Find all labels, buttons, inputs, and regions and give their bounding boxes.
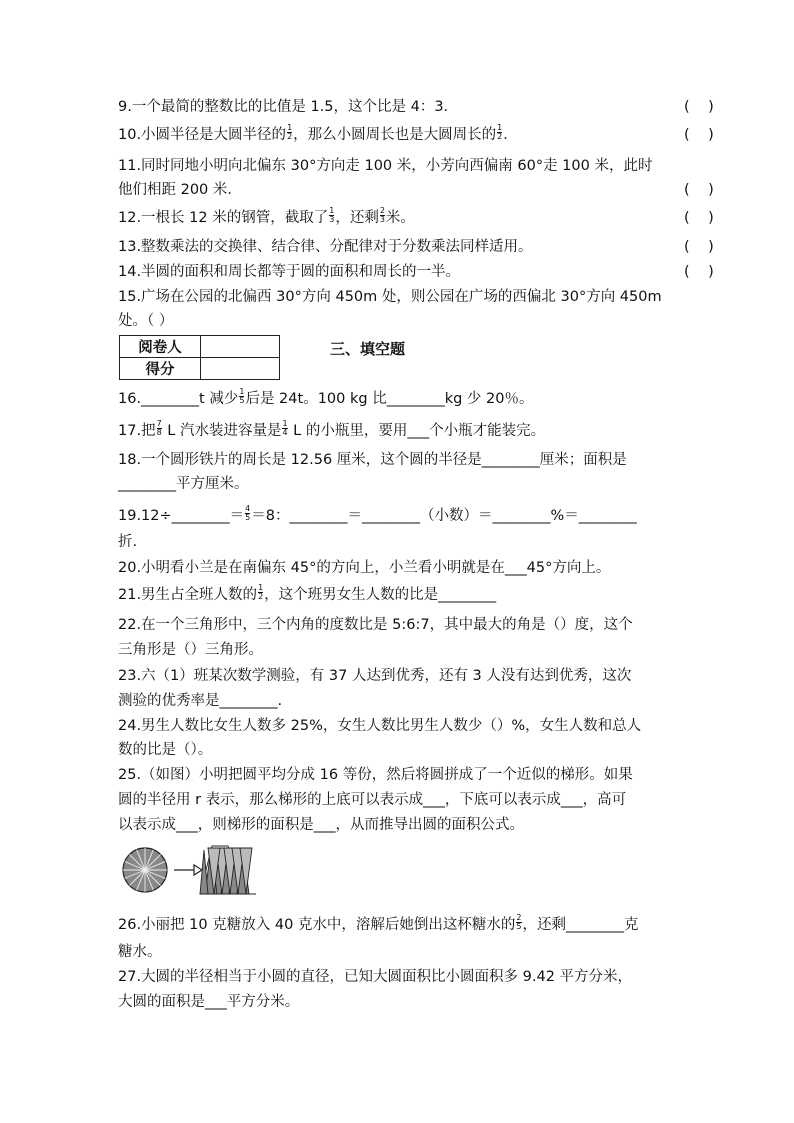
numerator: 4 xyxy=(245,503,251,513)
question-19 xyxy=(118,503,637,526)
fraction xyxy=(239,388,244,405)
denominator: 2 xyxy=(497,131,503,141)
score-cell[interactable] xyxy=(201,358,280,380)
q10-part-c: ． xyxy=(503,127,518,143)
question-27-line-1: 27.大圆的半径相当于小圆的直径，已知大圆面积比小圆面积多 9.42 平方分米， xyxy=(118,969,633,985)
question-13: 13.整数乘法的交换律、结合律、分配律对于分数乘法同样适用。 xyxy=(118,239,533,255)
question-19-line-2: 折. xyxy=(118,534,138,550)
question-25-line-2: 圆的半径用 r 表示，那么梯形的上底可以表示成___，下底可以表示成___，高可 xyxy=(118,792,627,808)
numerator: 1 xyxy=(282,418,288,428)
numerator: 7 xyxy=(156,418,162,428)
question-26-line-2: 糖水。 xyxy=(118,944,162,960)
question-26 xyxy=(118,912,639,935)
question-27-line-2: 大圆的面积是___平方分米。 xyxy=(118,994,300,1010)
question-18-line-2: ________平方厘米。 xyxy=(118,476,249,492)
question-23-line-1: 23.六（1）班某次数学测验，有 37 人达到优秀，还有 3 人没有达到优秀，这次 xyxy=(118,668,632,684)
fraction xyxy=(329,207,334,224)
answer-paren-12[interactable]: ( ) xyxy=(684,210,714,226)
question-12 xyxy=(118,205,415,228)
question-17 xyxy=(118,418,546,441)
answer-paren-14[interactable]: ( ) xyxy=(684,264,714,280)
q12-part-c: 米。 xyxy=(385,210,415,226)
q17-part-b: L 汽水装进容量是 xyxy=(162,423,282,439)
answer-paren-11[interactable]: ( ) xyxy=(684,182,714,198)
q10-part-b: ，那么小圆周长也是大圆周长的 xyxy=(293,127,497,143)
question-24-line-1: 24.男生人数比女生人数多 25%，女生人数比男生人数少（）%，女生人数和总人 xyxy=(118,718,642,734)
denominator: 3 xyxy=(379,214,385,224)
q26-part-a: 26.小丽把 10 克糖放入 40 克水中，溶解后她倒出这杯糖水的 xyxy=(118,917,516,933)
q21-part-b: ，这个班男女生人数的比是________ xyxy=(264,587,497,603)
denominator: 2 xyxy=(287,131,293,141)
denominator: 8 xyxy=(156,427,162,437)
fraction xyxy=(245,505,250,522)
q12-part-a: 12.一根长 12 米的钢管，截取了 xyxy=(118,210,329,226)
question-18-line-1: 18.一个圆形铁片的周长是 12.56 厘米，这个圆的半径是________厘米；面积是 xyxy=(118,452,627,468)
q10-part-a: 10.小圆半径是大圆半径的 xyxy=(118,127,287,143)
question-23-line-2: 测验的优秀率是________. xyxy=(118,693,283,709)
grader-row-reviewer xyxy=(120,336,280,358)
denominator: 4 xyxy=(282,427,288,437)
question-22-line-1: 22.在一个三角形中，三个内角的度数比是 5:6:7，其中最大的角是（）度，这个 xyxy=(118,617,633,633)
q17-part-a: 17.把 xyxy=(118,423,156,439)
question-10 xyxy=(118,122,518,145)
fraction xyxy=(282,420,287,437)
question-16 xyxy=(118,386,534,409)
numerator: 1 xyxy=(287,122,293,132)
section-title: 三、填空题 xyxy=(330,340,406,358)
fraction xyxy=(157,420,162,437)
numerator: 1 xyxy=(258,582,264,592)
q16-part-b: 后是 24t。100 kg 比________kg 少 20％。 xyxy=(245,391,534,407)
question-11-line-1: 11.同时同地小明向北偏东 30°方向走 100 米，小芳向西偏南 60°走 100 米，此时 xyxy=(118,158,653,174)
numerator: 1 xyxy=(497,122,503,132)
sector-circle xyxy=(123,848,167,892)
trapezoid-shape xyxy=(200,846,256,894)
question-22-line-2: 三角形是（）三角形。 xyxy=(118,642,263,658)
grader-row-score xyxy=(120,358,280,380)
denominator: 3 xyxy=(329,214,335,224)
fraction xyxy=(287,124,292,141)
numerator: 1 xyxy=(239,386,245,396)
fraction xyxy=(516,914,521,931)
question-11-line-2: 他们相距 200 米． xyxy=(118,182,242,198)
fraction xyxy=(380,207,385,224)
question-15-line-1: 15.广场在公园的北偏西 30°方向 450m 处，则公园在广场的西偏北 30°方向 450m xyxy=(118,289,662,305)
reviewer-label: 阅卷人 xyxy=(120,336,201,358)
question-25-line-3: 以表示成___，则梯形的面积是___，从而推导出圆的面积公式。 xyxy=(118,817,524,833)
grader-table xyxy=(119,335,280,380)
score-label: 得分 xyxy=(120,358,201,380)
answer-paren-10[interactable]: ( ) xyxy=(684,127,714,143)
denominator: 5 xyxy=(516,921,522,931)
reviewer-cell[interactable] xyxy=(201,336,280,358)
q21-part-a: 21.男生占全班人数的 xyxy=(118,587,258,603)
denominator: 5 xyxy=(239,395,245,405)
q19-part-a: 19.12÷________＝ xyxy=(118,508,245,524)
question-15-line-2: 处。（ ） xyxy=(118,313,174,329)
denominator: 2 xyxy=(258,591,264,601)
q17-part-c: L 的小瓶里，要用___个小瓶才能装完。 xyxy=(288,423,546,439)
answer-paren-13[interactable]: ( ) xyxy=(684,239,714,255)
arrow-icon xyxy=(174,865,202,875)
fraction xyxy=(497,124,502,141)
q26-part-b: ，还剩________克 xyxy=(522,917,639,933)
circle-to-trapezoid-figure xyxy=(120,838,290,900)
numerator: 2 xyxy=(379,205,385,215)
question-14: 14.半圆的面积和周长都等于圆的面积和周长的一半。 xyxy=(118,264,461,280)
question-25-line-1: 25.（如图）小明把圆平均分成 16 等份，然后将圆拼成了一个近似的梯形。如果 xyxy=(118,767,633,783)
q16-part-a: 16.________t 减少 xyxy=(118,391,239,407)
question-24-line-2: 数的比是（）。 xyxy=(118,742,213,758)
fraction xyxy=(258,584,263,601)
numerator: 2 xyxy=(516,912,522,922)
q12-part-b: ，还剩 xyxy=(335,210,379,226)
question-9: 9.一个最简的整数比的比值是 1.5，这个比是 4：3． xyxy=(118,99,459,115)
question-21 xyxy=(118,582,497,605)
numerator: 1 xyxy=(329,205,335,215)
question-20: 20.小明看小兰是在南偏东 45°的方向上，小兰看小明就是在___45°方向上。 xyxy=(118,560,611,576)
denominator: 5 xyxy=(245,512,251,522)
q19-part-b: ＝8：________＝________（小数）＝________%＝________ xyxy=(251,508,637,524)
answer-paren-9[interactable]: ( ) xyxy=(684,99,714,115)
